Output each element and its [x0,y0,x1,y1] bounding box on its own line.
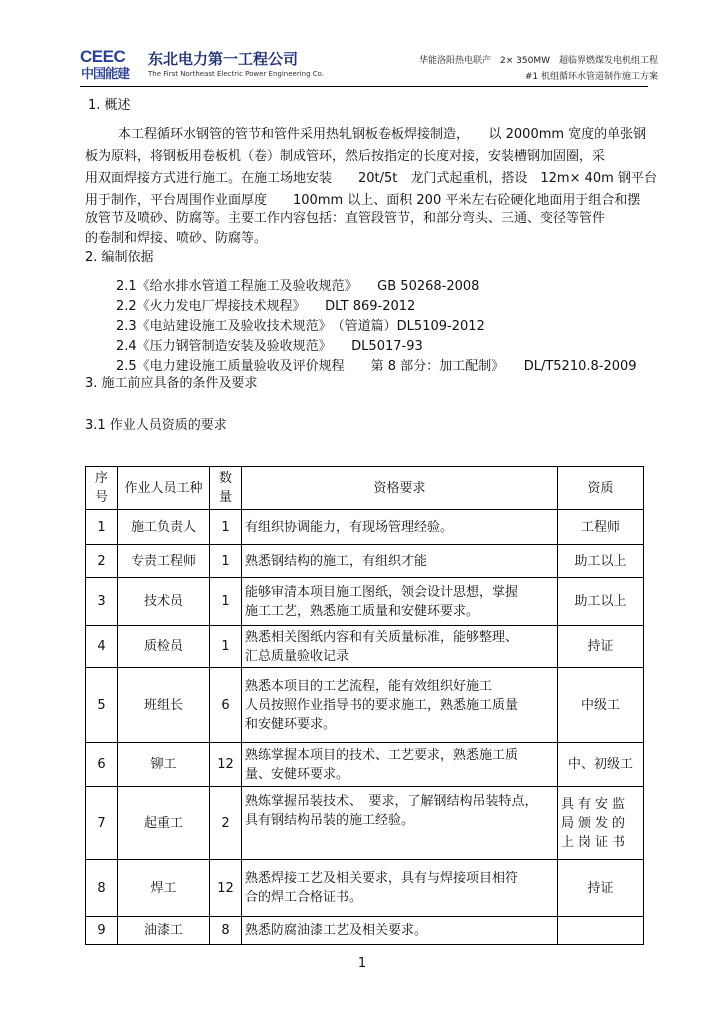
row-no: 1 [86,510,118,545]
table-row [86,917,644,945]
row-role: 专责工程师 [118,545,210,578]
header-requirements: 资格要求 [242,467,558,510]
row-qty: 1 [210,626,242,668]
logo-subtext: 中国能建 [81,67,130,82]
table-row [86,578,644,626]
row-qty: 1 [210,578,242,626]
page-header [0,0,724,92]
row-role: 施工负责人 [118,510,210,545]
header-qty: 数量 [210,467,242,510]
row-qualification: 中、初级工 [558,743,644,787]
row-qualification: 工程师 [558,510,644,545]
project-title: 华能洛阳热电联产 2× 350MW 超临界燃煤发电机组工程 [419,56,658,66]
row-role: 铆工 [118,743,210,787]
row-qualification: 助工以上 [558,545,644,578]
overview-line: 本工程循环水钢管的管节和管件采用热轧钢板卷板焊接制造， 以 2000mm 宽度的单张钢 [118,127,647,142]
overview-line: 放管节及喷砂、防腐等。主要工作内容包括：直管段管节，和部分弯头、三通、变径等管件 [85,211,606,226]
overview-line: 用双面焊接方式进行施工。在施工场地安装 20t/5t 龙门式起重机，搭设 12m× 40m 钢平台 [85,171,657,186]
row-requirements: 熟悉钢结构的施工，有组织才能 [242,545,558,578]
row-qualification [558,917,644,945]
row-no: 2 [86,545,118,578]
company-name: 东北电力第一工程公司 [148,50,299,68]
row-role: 起重工 [118,787,210,860]
ceec-logo [80,48,138,84]
row-no: 7 [86,787,118,860]
row-role: 质检员 [118,626,210,668]
row-requirements: 熟悉防腐油漆工艺及相关要求。 [242,917,558,945]
row-requirements: 能够审清本项目施工图纸，领会设计思想，掌握 施工工艺，熟悉施工质量和安健环要求。 [242,578,558,626]
section-3-1-title: 3.1 作业人员资质的要求 [85,418,227,433]
row-qty: 1 [210,510,242,545]
reference-item: 2.5《电力建设施工质量验收及评价规程 第 8 部分：加工配制》 DL/T5210.8-2009 [116,359,637,374]
section-1-title: 1. 概述 [88,98,131,113]
row-qualification: 持证 [558,626,644,668]
staff-qualification-table [85,466,644,945]
row-qty: 12 [210,860,242,917]
row-requirements: 熟悉焊接工艺及相关要求，具有与焊接项目相符 合的焊工合格证书。 [242,860,558,917]
row-no: 4 [86,626,118,668]
header-qualification: 资质 [558,467,644,510]
row-qty: 12 [210,743,242,787]
row-qualification: 中级工 [558,668,644,743]
reference-item: 2.4《压力钢管制造安装及验收规范》 DL5017-93 [116,339,423,354]
reference-item: 2.2《火力发电厂焊接技术规程》 DLT 869-2012 [116,299,416,314]
table-row [86,626,644,668]
row-role: 技术员 [118,578,210,626]
row-qualification: 持证 [558,860,644,917]
reference-item: 2.3《电站建设施工及验收技术规范》 （管道篇）DL5109-2012 [116,319,485,334]
row-requirements: 熟悉相关图纸内容和有关质量标准，能够整理、 汇总质量验收记录 [242,626,558,668]
row-qty: 8 [210,917,242,945]
row-no: 5 [86,668,118,743]
table-header-row [86,467,644,510]
table-row [86,545,644,578]
row-qualification: 助工以上 [558,578,644,626]
header-role: 作业人员工种 [118,467,210,510]
section-2-title: 2. 编制依据 [85,250,154,265]
overview-line: 用于制作，平台周围作业面厚度 100mm 以上、面积 200 平米左右砼硬化地面用于组合和摆 [85,193,641,208]
row-no: 8 [86,860,118,917]
table-row [86,668,644,743]
row-no: 9 [86,917,118,945]
company-name-english: The First Northeast Electric Power Engineering Co. [148,70,325,78]
row-no: 6 [86,743,118,787]
table-row [86,743,644,787]
section-3-title: 3. 施工前应具备的条件及要求 [85,376,258,391]
row-qty: 1 [210,545,242,578]
row-requirements: 熟练掌握本项目的技术、工艺要求，熟悉施工质 量、安健环要求。 [242,743,558,787]
row-role: 焊工 [118,860,210,917]
row-qualification: 具有安监 局颁发的 上岗证书 [558,787,644,860]
row-qty: 2 [210,787,242,860]
row-requirements: 有组织协调能力，有现场管理经验。 [242,510,558,545]
header-divider [80,86,648,87]
overview-line: 的卷制和焊接、喷砂、防腐等。 [85,231,268,246]
logo-text: CEEC [80,47,126,66]
page-number: 1 [357,956,367,971]
row-requirements: 熟炼掌握吊装技术、 要求，了解钢结构吊装特点， 具有钢结构吊装的施工经验。 [242,787,558,860]
reference-item: 2.1《给水排水管道工程施工及验收规范》 GB 50268-2008 [116,279,480,294]
header-no: 序号 [86,467,118,510]
row-qty: 6 [210,668,242,743]
overview-line: 板为原料，将钢板用卷板机（卷）制成管环，然后按指定的长度对接，安装槽钢加固圈，采 [85,149,606,164]
table-row [86,860,644,917]
table-row [86,787,644,860]
row-role: 班组长 [118,668,210,743]
row-requirements: 熟悉本项目的工艺流程，能有效组织好施工 人员按照作业指导书的要求施工，熟悉施工质量 和安健环要求。 [242,668,558,743]
table-row [86,510,644,545]
document-title: #1 机组循环水管道制作施工方案 [524,72,658,82]
row-no: 3 [86,578,118,626]
row-role: 油漆工 [118,917,210,945]
